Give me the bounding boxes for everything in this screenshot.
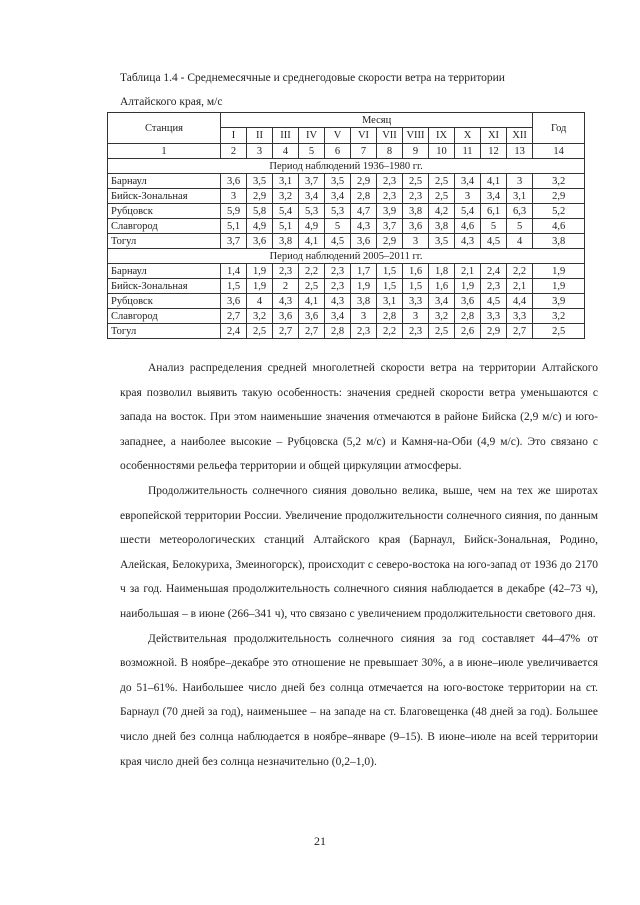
table-row bbox=[108, 309, 585, 324]
monthly-value: 3,4 bbox=[325, 309, 351, 324]
period-row bbox=[108, 249, 585, 264]
month-header-cell: III bbox=[273, 128, 299, 144]
monthly-value: 1,9 bbox=[247, 279, 273, 294]
monthly-value: 3,6 bbox=[221, 174, 247, 189]
station-name: Тогул bbox=[108, 324, 221, 339]
month-header-cell: X bbox=[455, 128, 481, 144]
monthly-value: 4,1 bbox=[481, 174, 507, 189]
monthly-value: 3,2 bbox=[273, 189, 299, 204]
monthly-value: 2,3 bbox=[325, 279, 351, 294]
monthly-value: 5,3 bbox=[299, 204, 325, 219]
year-column-header: Год bbox=[533, 113, 585, 144]
monthly-value: 2,8 bbox=[455, 309, 481, 324]
station-name: Бийск-Зональная bbox=[108, 279, 221, 294]
annual-value: 2,5 bbox=[533, 324, 585, 339]
monthly-value: 3 bbox=[403, 309, 429, 324]
monthly-value: 3,1 bbox=[273, 174, 299, 189]
monthly-value: 3,4 bbox=[325, 189, 351, 204]
column-index-row bbox=[108, 144, 585, 159]
monthly-value: 3 bbox=[455, 189, 481, 204]
monthly-value: 2,3 bbox=[403, 324, 429, 339]
month-header-cell: IV bbox=[299, 128, 325, 144]
monthly-value: 2,3 bbox=[377, 189, 403, 204]
monthly-value: 3,2 bbox=[247, 309, 273, 324]
body-text bbox=[120, 356, 598, 774]
monthly-value: 4,7 bbox=[351, 204, 377, 219]
monthly-value: 5,4 bbox=[455, 204, 481, 219]
annual-value: 1,9 bbox=[533, 264, 585, 279]
table-row bbox=[108, 189, 585, 204]
monthly-value: 2,3 bbox=[481, 279, 507, 294]
period-row bbox=[108, 159, 585, 174]
monthly-value: 3,3 bbox=[481, 309, 507, 324]
table-row bbox=[108, 219, 585, 234]
month-header-cell: VI bbox=[351, 128, 377, 144]
monthly-value: 4 bbox=[507, 234, 533, 249]
monthly-value: 5,8 bbox=[247, 204, 273, 219]
monthly-value: 4,5 bbox=[481, 294, 507, 309]
monthly-value: 2,7 bbox=[299, 324, 325, 339]
monthly-value: 3,8 bbox=[403, 204, 429, 219]
monthly-value: 2,8 bbox=[377, 309, 403, 324]
column-index-cell: 3 bbox=[247, 144, 273, 159]
monthly-value: 5,1 bbox=[273, 219, 299, 234]
monthly-value: 1,6 bbox=[429, 279, 455, 294]
monthly-value: 4,3 bbox=[455, 234, 481, 249]
monthly-value: 3,6 bbox=[403, 219, 429, 234]
monthly-value: 4,3 bbox=[325, 294, 351, 309]
monthly-value: 3,4 bbox=[455, 174, 481, 189]
page-number: 21 bbox=[314, 834, 326, 848]
station-name: Славгород bbox=[108, 219, 221, 234]
table-caption bbox=[120, 66, 590, 114]
station-name: Барнаул bbox=[108, 264, 221, 279]
monthly-value: 4,6 bbox=[455, 219, 481, 234]
monthly-value: 2,4 bbox=[481, 264, 507, 279]
annual-value: 5,2 bbox=[533, 204, 585, 219]
monthly-value: 5,1 bbox=[221, 219, 247, 234]
station-name: Бийск-Зональная bbox=[108, 189, 221, 204]
monthly-value: 3,4 bbox=[429, 294, 455, 309]
monthly-value: 2,3 bbox=[351, 324, 377, 339]
monthly-value: 4,5 bbox=[325, 234, 351, 249]
table-caption-line-2: Алтайского края, м/с bbox=[120, 96, 223, 108]
monthly-value: 6,3 bbox=[507, 204, 533, 219]
monthly-value: 5 bbox=[481, 219, 507, 234]
month-header-cell: V bbox=[325, 128, 351, 144]
monthly-value: 3,4 bbox=[299, 189, 325, 204]
monthly-value: 2,8 bbox=[325, 324, 351, 339]
column-index-cell: 4 bbox=[273, 144, 299, 159]
monthly-value: 4,4 bbox=[507, 294, 533, 309]
month-column-header: Месяц bbox=[221, 113, 533, 128]
monthly-value: 1,9 bbox=[351, 279, 377, 294]
column-index-cell: 11 bbox=[455, 144, 481, 159]
monthly-value: 3 bbox=[351, 309, 377, 324]
monthly-value: 4,5 bbox=[481, 234, 507, 249]
monthly-value: 4,9 bbox=[299, 219, 325, 234]
monthly-value: 2,3 bbox=[325, 264, 351, 279]
paragraph-sunshine-duration: Продолжительность солнечного сияния довольно велика, выше, чем на тех же широтах европейской территории России. Увеличение продолжительности солнечного сияния, по данным шести метеорологических станций Алтайского края (Барнаул, Бийск-Зональная, Родино, Алейская, Белокуриха, Змеиногорск), происходит с северо-востока на юго-запад от 1936 до 2170 ч за год. Наименьшая продолжительность солнечного сияния наблюдается в декабре (42–73 ч), наибольшая – в июне (266–341 ч), что связано с увеличением продолжительности светового дня. bbox=[120, 484, 598, 620]
month-header-cell: IX bbox=[429, 128, 455, 144]
monthly-value: 3,2 bbox=[429, 309, 455, 324]
monthly-value: 3,1 bbox=[377, 294, 403, 309]
monthly-value: 3 bbox=[507, 174, 533, 189]
monthly-value: 5 bbox=[507, 219, 533, 234]
column-index-cell: 1 bbox=[108, 144, 221, 159]
monthly-value: 2,3 bbox=[403, 189, 429, 204]
monthly-value: 3,8 bbox=[273, 234, 299, 249]
station-name: Тогул bbox=[108, 234, 221, 249]
month-header-cell: I bbox=[221, 128, 247, 144]
station-name: Славгород bbox=[108, 309, 221, 324]
monthly-value: 5 bbox=[325, 219, 351, 234]
monthly-value: 6,1 bbox=[481, 204, 507, 219]
monthly-value: 3,4 bbox=[481, 189, 507, 204]
monthly-value: 3,6 bbox=[247, 234, 273, 249]
table-row bbox=[108, 264, 585, 279]
monthly-value: 3 bbox=[403, 234, 429, 249]
monthly-value: 3,3 bbox=[507, 309, 533, 324]
table-row bbox=[108, 324, 585, 339]
monthly-value: 2,5 bbox=[299, 279, 325, 294]
period-title: Период наблюдений 2005–2011 гг. bbox=[108, 249, 585, 264]
monthly-value: 1,5 bbox=[377, 279, 403, 294]
table-row bbox=[108, 204, 585, 219]
monthly-value: 5,9 bbox=[221, 204, 247, 219]
column-index-cell: 7 bbox=[351, 144, 377, 159]
monthly-value: 2,5 bbox=[429, 189, 455, 204]
column-index-cell: 8 bbox=[377, 144, 403, 159]
station-column-header: Станция bbox=[108, 113, 221, 144]
monthly-value: 3,7 bbox=[299, 174, 325, 189]
annual-value: 1,9 bbox=[533, 279, 585, 294]
monthly-value: 2,8 bbox=[351, 189, 377, 204]
table-row bbox=[108, 234, 585, 249]
monthly-value: 1,5 bbox=[221, 279, 247, 294]
monthly-value: 2,6 bbox=[455, 324, 481, 339]
monthly-value: 2,1 bbox=[455, 264, 481, 279]
annual-value: 4,6 bbox=[533, 219, 585, 234]
paragraph-actual-sunshine: Действительная продолжительность солнечного сияния за год составляет 44–47% от возможной. В ноябре–декабре это отношение не превышает 30%, а в июне–июле увеличивается до 51–61%. Наибольшее число дней без солнца отмечается на юго-востоке территории на ст. Барнаул (70 дней за год), наименьшее – на западе на ст. Благовещенка (48 дней за год). Большее число дней без солнца наблюдается в ноябре–январе (9–15). В июне–июле на всей территории края число дней без солнца незначительно (0,2–1,0). bbox=[120, 632, 598, 768]
monthly-value: 3 bbox=[221, 189, 247, 204]
monthly-value: 1,7 bbox=[351, 264, 377, 279]
monthly-value: 3,5 bbox=[247, 174, 273, 189]
month-header-cell: II bbox=[247, 128, 273, 144]
monthly-value: 2,7 bbox=[273, 324, 299, 339]
period-title: Период наблюдений 1936–1980 гг. bbox=[108, 159, 585, 174]
monthly-value: 3,7 bbox=[221, 234, 247, 249]
wind-speed-table bbox=[107, 112, 585, 339]
monthly-value: 2,5 bbox=[247, 324, 273, 339]
monthly-value: 2 bbox=[273, 279, 299, 294]
monthly-value: 1,9 bbox=[455, 279, 481, 294]
monthly-value: 3,1 bbox=[507, 189, 533, 204]
monthly-value: 4,9 bbox=[247, 219, 273, 234]
monthly-value: 2,9 bbox=[481, 324, 507, 339]
monthly-value: 1,5 bbox=[403, 279, 429, 294]
column-index-cell: 6 bbox=[325, 144, 351, 159]
monthly-value: 3,9 bbox=[377, 204, 403, 219]
monthly-value: 3,6 bbox=[273, 309, 299, 324]
monthly-value: 3,7 bbox=[377, 219, 403, 234]
monthly-value: 2,2 bbox=[507, 264, 533, 279]
table-row bbox=[108, 174, 585, 189]
monthly-value: 4,3 bbox=[351, 219, 377, 234]
monthly-value: 2,9 bbox=[351, 174, 377, 189]
monthly-value: 3,6 bbox=[455, 294, 481, 309]
monthly-value: 2,9 bbox=[247, 189, 273, 204]
monthly-value: 2,2 bbox=[377, 324, 403, 339]
monthly-value: 2,7 bbox=[507, 324, 533, 339]
monthly-value: 4,2 bbox=[429, 204, 455, 219]
column-index-cell: 10 bbox=[429, 144, 455, 159]
monthly-value: 1,6 bbox=[403, 264, 429, 279]
annual-value: 2,9 bbox=[533, 189, 585, 204]
annual-value: 3,2 bbox=[533, 174, 585, 189]
monthly-value: 4 bbox=[247, 294, 273, 309]
monthly-value: 1,5 bbox=[377, 264, 403, 279]
table-row bbox=[108, 279, 585, 294]
column-index-cell: 12 bbox=[481, 144, 507, 159]
station-name: Рубцовск bbox=[108, 294, 221, 309]
monthly-value: 2,2 bbox=[299, 264, 325, 279]
monthly-value: 3,8 bbox=[351, 294, 377, 309]
monthly-value: 2,7 bbox=[221, 309, 247, 324]
paragraph-wind-analysis: Анализ распределения средней многолетней скорости ветра на территории Алтайского края позволил выявить такую особенность: значения средней скорости ветра уменьшаются с запада на восток. При этом наименьшие значения отмечаются в районе Бийска (2,9 м/с) и юго-западнее, а наиболее высокие – Рубцовска (5,2 м/с) и Камня-на-Оби (4,9 м/с). Это связано с особенностями рельефа территории и общей циркуляции атмосферы. bbox=[120, 362, 598, 473]
monthly-value: 3,5 bbox=[429, 234, 455, 249]
monthly-value: 1,9 bbox=[247, 264, 273, 279]
monthly-value: 2,9 bbox=[377, 234, 403, 249]
month-header-cell: VII bbox=[377, 128, 403, 144]
column-index-cell: 14 bbox=[533, 144, 585, 159]
station-name: Барнаул bbox=[108, 174, 221, 189]
column-index-cell: 13 bbox=[507, 144, 533, 159]
monthly-value: 2,3 bbox=[377, 174, 403, 189]
monthly-value: 5,3 bbox=[325, 204, 351, 219]
annual-value: 3,2 bbox=[533, 309, 585, 324]
monthly-value: 5,4 bbox=[273, 204, 299, 219]
monthly-value: 1,4 bbox=[221, 264, 247, 279]
monthly-value: 4,3 bbox=[273, 294, 299, 309]
monthly-value: 3,6 bbox=[221, 294, 247, 309]
monthly-value: 3,6 bbox=[299, 309, 325, 324]
monthly-value: 2,1 bbox=[507, 279, 533, 294]
monthly-value: 4,1 bbox=[299, 294, 325, 309]
monthly-value: 2,5 bbox=[429, 174, 455, 189]
column-index-cell: 5 bbox=[299, 144, 325, 159]
monthly-value: 3,6 bbox=[351, 234, 377, 249]
table-body bbox=[108, 144, 585, 339]
monthly-value: 2,5 bbox=[403, 174, 429, 189]
monthly-value: 2,3 bbox=[273, 264, 299, 279]
annual-value: 3,9 bbox=[533, 294, 585, 309]
month-header-cell: XII bbox=[507, 128, 533, 144]
month-header-cell: XI bbox=[481, 128, 507, 144]
monthly-value: 4,1 bbox=[299, 234, 325, 249]
monthly-value: 2,5 bbox=[429, 324, 455, 339]
monthly-value: 1,8 bbox=[429, 264, 455, 279]
station-name: Рубцовск bbox=[108, 204, 221, 219]
column-index-cell: 9 bbox=[403, 144, 429, 159]
annual-value: 3,8 bbox=[533, 234, 585, 249]
table-caption-line-1: Таблица 1.4 - Среднемесячные и среднегодовые скорости ветра на территории bbox=[120, 72, 505, 84]
monthly-value: 2,4 bbox=[221, 324, 247, 339]
month-header-cell: VIII bbox=[403, 128, 429, 144]
column-index-cell: 2 bbox=[221, 144, 247, 159]
monthly-value: 3,3 bbox=[403, 294, 429, 309]
monthly-value: 3,8 bbox=[429, 219, 455, 234]
monthly-value: 3,5 bbox=[325, 174, 351, 189]
table-row bbox=[108, 294, 585, 309]
